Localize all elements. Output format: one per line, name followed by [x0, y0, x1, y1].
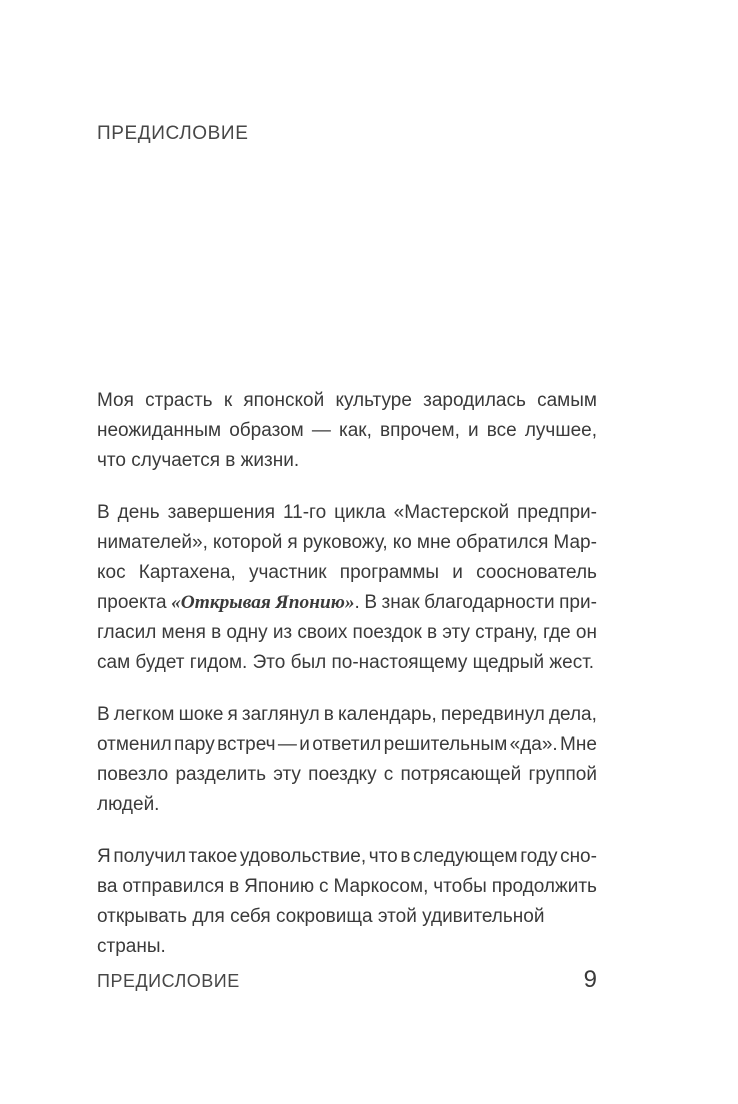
text-line: Я получил такое удовольствие, что в следующем году сно-	[97, 846, 597, 867]
footer-section-label: ПРЕДИСЛОВИЕ	[97, 971, 240, 991]
text-line: В легком шоке я заглянул в календарь, передвинул дела,	[97, 704, 597, 725]
text-line: кос Картахена, участник программы и сооснователь	[97, 562, 597, 583]
text-line: проекта «Открывая Японию». В знак благодарности при-	[97, 592, 597, 613]
paragraph	[97, 842, 597, 957]
text-line: сам будет гидом. Это был по-настоящему щедрый жест.	[97, 652, 595, 673]
text-line: отменил пару встреч — и ответил решительным «да». Мне	[97, 734, 597, 755]
text-line: Моя страсть к японской культуре зародилась самым	[97, 390, 597, 411]
text-line: людей.	[97, 794, 160, 815]
text-line: неожиданным образом — как, впрочем, и все лучшее,	[97, 420, 597, 441]
paragraph	[97, 700, 597, 820]
text-line: открывать для себя сокровища этой удивительной страны.	[97, 906, 545, 957]
text-line: что случается в жизни.	[97, 450, 300, 471]
text-line: В день завершения 11-го цикла «Мастерской предпри-	[97, 502, 597, 523]
page-body	[97, 386, 597, 957]
text-line: гласил меня в одну из своих поездок в эту страну, где он	[97, 622, 597, 643]
text-line: повезло разделить эту поездку с потрясающей группой	[97, 764, 597, 785]
footer-page-number: 9	[583, 966, 597, 993]
page-footer	[97, 966, 597, 994]
chapter-heading: ПРЕДИСЛОВИЕ	[97, 123, 249, 144]
text-line: нимателей», которой я руковожу, ко мне обратился Мар-	[97, 532, 597, 553]
paragraph	[97, 498, 597, 678]
paragraph	[97, 386, 597, 476]
text-line: ва отправился в Японию с Маркосом, чтобы продолжить	[97, 876, 597, 897]
